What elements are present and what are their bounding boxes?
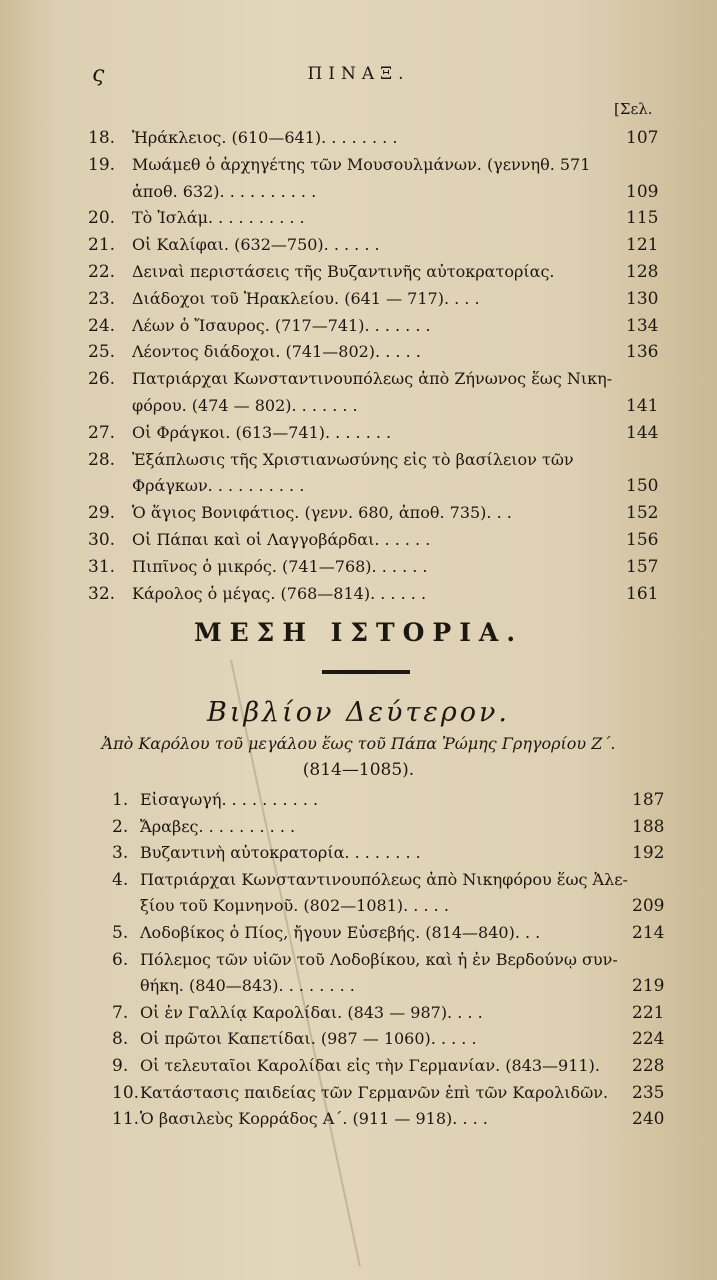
- toc-entry-number: 25.: [88, 342, 116, 363]
- toc-entry-title: Ἄραβες. . . . . . . . . .: [140, 816, 296, 836]
- toc-entry-page: 128: [626, 262, 659, 282]
- toc-entry: [0, 342, 717, 369]
- toc-entry-page: 141: [626, 396, 659, 416]
- toc-entry: [0, 235, 717, 262]
- toc-entry-page: 115: [626, 208, 659, 229]
- toc-entry-number: 26.: [88, 369, 116, 390]
- toc-entry-title: Πόλεμος τῶν υἱῶν τοῦ Λοδοβίκου, καὶ ἡ ἐν Βερδούνῳ συν-: [140, 949, 618, 969]
- toc-entry-title: Βυζαντινὴ αὐτοκρατορία. . . . . . . .: [140, 843, 421, 863]
- toc-entry-number: 20.: [88, 208, 116, 229]
- toc-entry: [0, 128, 717, 155]
- toc-entry-title: Πατριάρχαι Κωνσταντινουπόλεως ἀπὸ Ζήνωνος ἕως Νικη-: [132, 369, 613, 389]
- toc-entry-title: Λοδοβίκος ὁ Πίος, ἤγουν Εὐσεβής. (814—840). . .: [140, 923, 541, 942]
- toc-entry: [0, 262, 717, 289]
- toc-entry: [0, 1083, 717, 1110]
- toc-entry-number: 29.: [88, 503, 116, 524]
- toc-entry: [0, 976, 717, 1003]
- page-column-label: [Σελ.: [614, 100, 653, 118]
- toc-entry-title: Μωάμεθ ὁ ἀρχηγέτης τῶν Μουσουλμάνων. (γεννηθ. 571: [132, 154, 591, 174]
- page-number: ς: [92, 62, 105, 87]
- toc-entry-number: 5.: [112, 923, 129, 943]
- toc-entry-number: 11.: [112, 1109, 140, 1130]
- toc-entry-page: 130: [626, 288, 659, 309]
- toc-entry-title: Εἰσαγωγή. . . . . . . . . .: [140, 790, 319, 809]
- toc-entry-page: 144: [626, 422, 659, 443]
- book-title: Βιβλίον Δεύτερον.: [207, 697, 510, 728]
- toc-entry-number: 7.: [112, 1002, 129, 1023]
- toc-entry-title: Πιπῖνος ὁ μικρός. (741—768). . . . . .: [132, 556, 428, 576]
- toc-entry: [0, 476, 717, 503]
- toc-entry-page: 235: [632, 1082, 665, 1103]
- toc-entry-page: 161: [626, 583, 659, 604]
- book-subtitle: Ἀπὸ Καρόλου τοῦ μεγάλου ἕως τοῦ Πάπα Ῥώμης Γρηγορίου Ζ΄.: [101, 734, 616, 753]
- toc-entry-title: φόρου. (474 — 802). . . . . . .: [132, 396, 358, 415]
- toc-entry-title: Ὁ ἅγιος Βονιφάτιος. (γενν. 680, ἀποθ. 735). . .: [132, 503, 512, 523]
- toc-entry-title: Δειναὶ περιστάσεις τῆς Βυζαντινῆς αὐτοκρατορίας.: [132, 262, 555, 281]
- toc-entry: [0, 208, 717, 235]
- toc-entry-number: 28.: [88, 449, 116, 470]
- toc-entry-title: Λέοντος διάδοχοι. (741—802). . . . .: [132, 342, 421, 362]
- toc-entry: [0, 1056, 717, 1083]
- toc-entry-page: 134: [626, 315, 659, 336]
- toc-entry-title: ξίου τοῦ Κομνηνοῦ. (802—1081). . . . .: [140, 896, 449, 916]
- toc-entry-page: 192: [632, 843, 665, 864]
- toc-entry-number: 4.: [112, 869, 129, 890]
- toc-entry-number: 24.: [88, 315, 116, 336]
- toc-entry-page: 152: [626, 503, 659, 524]
- toc-entry: [0, 923, 717, 950]
- toc-entry-number: 6.: [112, 949, 129, 970]
- toc-entry: [0, 316, 717, 343]
- page-header: [0, 62, 717, 92]
- toc-entry: [0, 1029, 717, 1056]
- toc-entry: [0, 950, 717, 977]
- toc-entry-number: 23.: [88, 288, 116, 309]
- running-title: ΠΙΝΑΞ.: [307, 64, 410, 84]
- section-rule: [322, 670, 410, 674]
- toc-entry: [0, 1109, 717, 1136]
- toc-entry: [0, 155, 717, 182]
- toc-entry-page: 228: [632, 1056, 665, 1076]
- toc-entry-title: Οἱ Πάπαι καὶ οἱ Λαγγοβάρδαι. . . . . .: [132, 530, 431, 549]
- toc-entry: [0, 870, 717, 897]
- toc-entry-page: 219: [632, 976, 665, 997]
- toc-entry-page: 150: [626, 476, 659, 497]
- toc-entry-page: 240: [632, 1109, 665, 1130]
- toc-entry-page: 188: [632, 816, 665, 837]
- toc-entry-title: Κάρολος ὁ μέγας. (768—814). . . . . .: [132, 583, 427, 603]
- toc-entry: [0, 530, 717, 557]
- toc-entry-title: ἀποθ. 632). . . . . . . . . .: [132, 181, 317, 201]
- toc-entry: [0, 503, 717, 530]
- book-dates: (814—1085).: [302, 760, 415, 780]
- toc-entry-title: Ἡράκλειος. (610—641). . . . . . . .: [132, 128, 398, 147]
- toc-entry-number: 31.: [88, 556, 116, 577]
- toc-entry-title: Φράγκων. . . . . . . . . .: [132, 476, 305, 496]
- toc-entry-number: 19.: [88, 154, 116, 175]
- toc-entry: [0, 584, 717, 611]
- toc-entry-number: 9.: [112, 1056, 129, 1076]
- toc-entry-page: 224: [632, 1029, 665, 1050]
- toc-entry-title: Οἱ Καλίφαι. (632—750). . . . . .: [132, 235, 380, 255]
- toc-entry-title: Ἐξάπλωσις τῆς Χριστιανωσύνης εἰς τὸ βασίλειον τῶν: [132, 449, 574, 469]
- toc-entry-page: 109: [626, 181, 659, 202]
- toc-entry-number: 27.: [88, 422, 116, 443]
- toc-entry-title: Λέων ὁ Ἴσαυρος. (717—741). . . . . . .: [132, 315, 431, 335]
- toc-entry-title: Οἱ τελευταῖοι Καρολίδαι εἰς τὴν Γερμανίαν. (843—911).: [140, 1056, 600, 1075]
- toc-entry-number: 22.: [88, 262, 116, 282]
- toc-entry-title: Οἱ πρῶτοι Καπετίδαι. (987 — 1060). . . . .: [140, 1029, 477, 1049]
- toc-entry-number: 18.: [88, 128, 116, 148]
- section-title: ΜΕΣΗ ΙΣΤΟΡΙΑ.: [193, 618, 524, 647]
- toc-entry-title: θήκη. (840—843). . . . . . . .: [140, 976, 355, 996]
- toc-entry: [0, 896, 717, 923]
- toc-entry-number: 2.: [112, 816, 129, 837]
- toc-entry: [0, 557, 717, 584]
- toc-entry: [0, 1003, 717, 1030]
- toc-entry: [0, 182, 717, 209]
- toc-entry: [0, 396, 717, 423]
- toc-entry-page: 187: [632, 790, 665, 810]
- toc-entry-page: 221: [632, 1002, 665, 1023]
- toc-entry: [0, 369, 717, 396]
- toc-entry-number: 30.: [88, 530, 116, 550]
- toc-entry-number: 8.: [112, 1029, 129, 1050]
- toc-entry-number: 32.: [88, 583, 116, 604]
- toc-entry-title: Οἱ ἐν Γαλλίᾳ Καρολίδαι. (843 — 987). . . .: [140, 1002, 483, 1022]
- toc-entry-title: Τὸ Ἰσλάμ. . . . . . . . . .: [132, 208, 305, 228]
- toc-entry: [0, 423, 717, 450]
- toc-entry-number: 10.: [112, 1082, 140, 1103]
- toc-entry: [0, 289, 717, 316]
- toc-entry-page: 107: [626, 128, 659, 148]
- toc-entry-page: 209: [632, 896, 665, 917]
- toc-entry-number: 3.: [112, 843, 129, 864]
- toc-entry-title: Οἱ Φράγκοι. (613—741). . . . . . .: [132, 422, 392, 442]
- toc-entry-page: 156: [626, 530, 659, 550]
- toc-entry-title: Κατάστασις παιδείας τῶν Γερμανῶν ἐπὶ τῶν Καρολιδῶν.: [140, 1082, 609, 1102]
- toc-entry-page: 157: [626, 556, 659, 577]
- toc-entry-title: Διάδοχοι τοῦ Ἡρακλείου. (641 — 717). . . .: [132, 288, 480, 308]
- toc-entry-number: 1.: [112, 790, 129, 810]
- toc-entry-title: Ὁ βασιλεὺς Κορράδος Α΄. (911 — 918). . . .: [140, 1109, 488, 1129]
- toc-entry-page: 214: [632, 923, 665, 943]
- toc-entry-page: 121: [626, 235, 659, 256]
- toc-entry: [0, 790, 717, 817]
- toc-entry-page: 136: [626, 342, 659, 363]
- toc-entry: [0, 817, 717, 844]
- toc-entry: [0, 843, 717, 870]
- toc-entry-title: Πατριάρχαι Κωνσταντινουπόλεως ἀπὸ Νικηφόρου ἕως Ἀλε-: [140, 869, 628, 889]
- toc-entry: [0, 450, 717, 477]
- toc-entry-number: 21.: [88, 235, 116, 256]
